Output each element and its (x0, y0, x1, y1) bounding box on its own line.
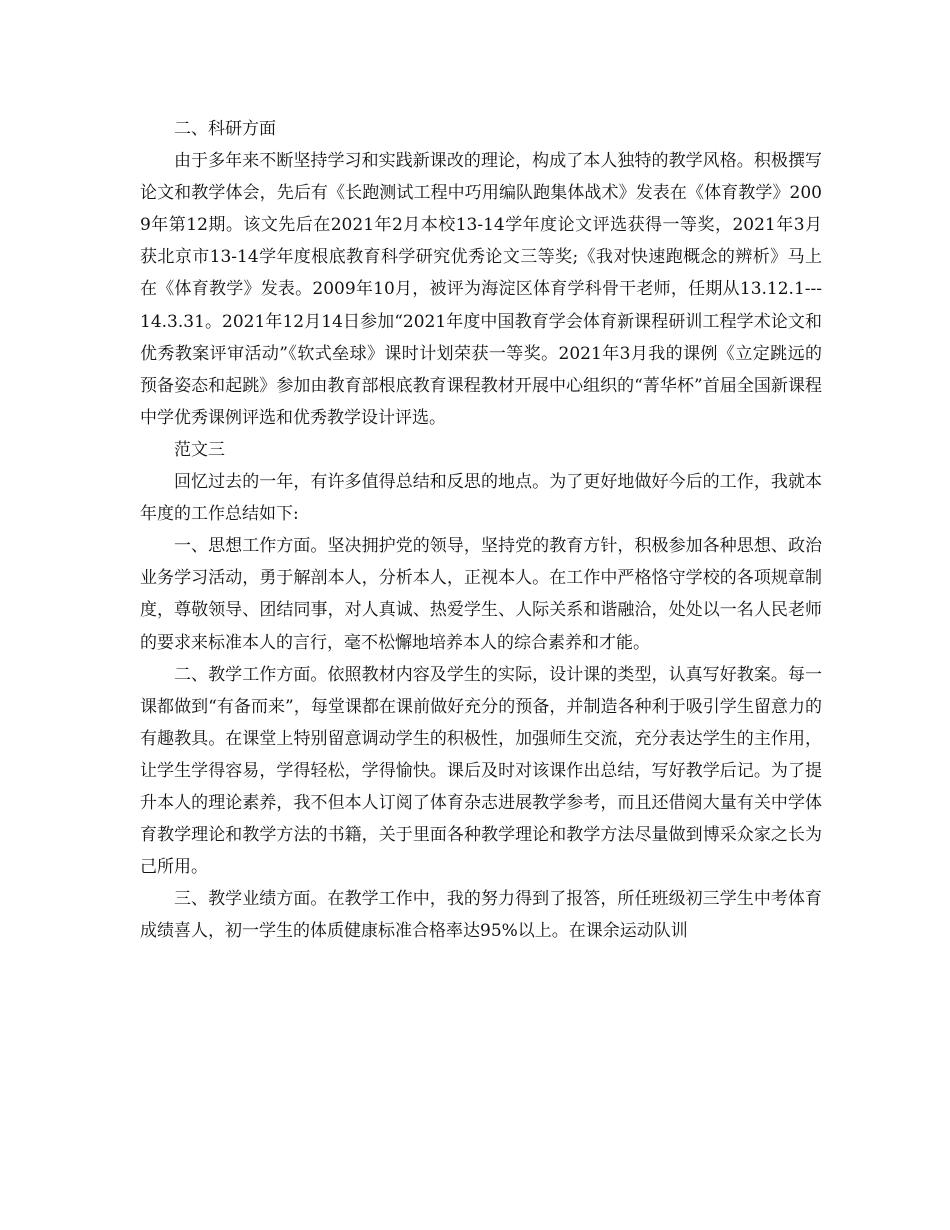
section-heading-sample-three: 范文三 (174, 439, 225, 460)
document-page (140, 113, 822, 947)
paragraph-research: 由于多年来不断坚持学习和实践新课改的理论，构成了本人独特的教学风格。积极撰写论文和教学体会，先后有《长跑测试工程中巧用编队跑集体战术》发表在《体育教学》2009年第12期。该文先后在2021年2月本校13-14学年度论文评选获得一等奖，2021年3月获北京市13-14学年度根底教育科学研究优秀论文三等奖;《我对快速跑概念的辨析》马上在《体育教学》发表。2009年10月，被评为海淀区体育学科骨干老师，任期从13.12.1---14.3.31。2021年12月14日参加“2021年度中国教育学会体育新课程研训工程学术论文和优秀教案评审活动”《软式垒球》课时计划荣获一等奖。2021年3月我的课例《立定跳远的预备姿态和起跳》参加由教育部根底教育课程教材开展中心组织的“菁华杯”首届全国新课程中学优秀课例评选和优秀教学设计评选。 (140, 151, 822, 428)
paragraph-teaching: 二、教学工作方面。依照教材内容及学生的实际，设计课的类型，认真写好教案。每一课都做到“有备而来”，每堂课都在课前做好充分的预备，并制造各种利于吸引学生留意力的有趣教具。在课堂上特别留意调动学生的积极性，加强师生交流，充分表达学生的主作用，让学生学得容易，学得轻松，学得愉快。课后及时对该课作出总结，写好教学后记。为了提升本人的理论素养，我不但本人订阅了体育杂志进展教学参考，而且还借阅大量有关中学体育教学理论和教学方法的书籍，关于里面各种教学理论和教学方法尽量做到博采众家之长为己所用。 (140, 664, 822, 878)
paragraph-achievements: 三、教学业绩方面。在教学工作中，我的努力得到了报答，所任班级初三学生中考体育成绩喜人，初一学生的体质健康标准合格率达95%以上。在课余运动队训 (140, 889, 822, 942)
paragraph-ideology: 一、思想工作方面。坚决拥护党的领导，坚持党的教育方针，积极参加各种思想、政治业务学习活动，勇于解剖本人，分析本人，正视本人。在工作中严格恪守学校的各项规章制度，尊敬领导、团结同事，对人真诚、热爱学生、人际关系和谐融洽，处处以一名人民老师的要求来标准本人的言行，毫不松懈地培养本人的综合素养和才能。 (140, 536, 822, 653)
section-heading-research: 二、科研方面 (174, 119, 276, 139)
paragraph-intro: 回忆过去的一年，有许多值得总结和反思的地点。为了更好地做好今后的工作，我就本年度的工作总结如下: (140, 472, 822, 525)
